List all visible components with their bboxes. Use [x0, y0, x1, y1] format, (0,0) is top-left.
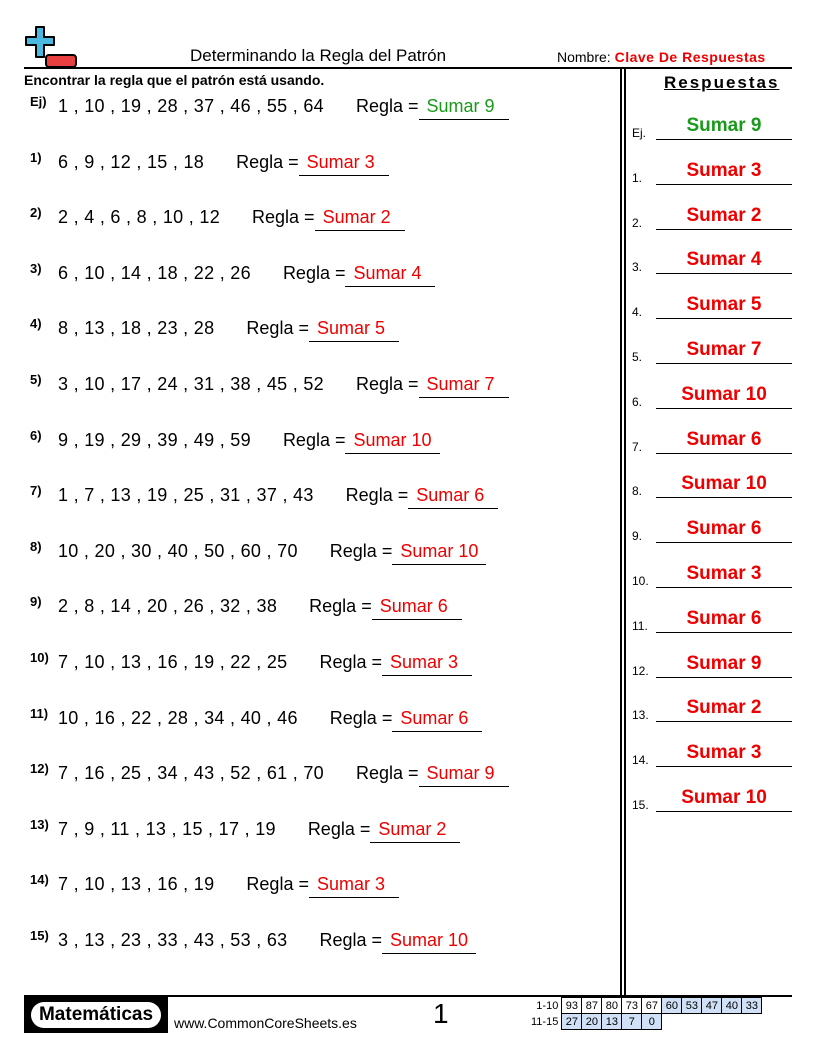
score-cell: 7 [622, 1014, 642, 1030]
header-divider [24, 67, 792, 69]
rule-answer: Sumar 9 [419, 96, 509, 120]
problem-number: 15) [30, 928, 49, 943]
score-cell: 80 [602, 998, 622, 1014]
sequence: 6 , 10 , 14 , 18 , 22 , 26 [58, 262, 251, 283]
answer-key-row [632, 782, 792, 812]
rule-label: Regla = [329, 540, 393, 561]
score-cell: 60 [662, 998, 682, 1014]
score-cell: 53 [682, 998, 702, 1014]
sequence: 7 , 10 , 13 , 16 , 19 [58, 874, 215, 895]
problem-number: 7) [30, 483, 42, 499]
rule-answer: Sumar 6 [392, 708, 482, 732]
answer-key-number: 5. [632, 350, 643, 364]
answer-key-row [632, 513, 792, 543]
sequence: 10 , 16 , 22 , 28 , 34 , 40 , 46 [58, 707, 298, 728]
problem-row [30, 485, 498, 515]
score-cell: 0 [642, 1014, 662, 1030]
name-field [557, 49, 766, 65]
sequence: 8 , 13 , 18 , 23 , 28 [58, 318, 215, 339]
rule-label: Regla = [246, 318, 309, 339]
answer-key-number: 2. [632, 215, 643, 230]
rule-label: Regla = [236, 151, 299, 172]
rule-answer: Sumar 9 [419, 763, 509, 787]
problem-row [30, 149, 389, 182]
score-cell: 73 [622, 998, 642, 1014]
answer-key-row [632, 289, 792, 319]
rule-answer: Sumar 4 [345, 263, 435, 287]
problem-row [30, 96, 509, 126]
problem-row [30, 930, 476, 960]
rule-label: Regla = [355, 374, 419, 394]
score-cell: 27 [562, 1014, 582, 1030]
problem-row [30, 207, 405, 237]
score-cell: 13 [602, 1014, 622, 1030]
sequence: 3 , 10 , 17 , 24 , 31 , 38 , 45 , 52 [58, 374, 324, 394]
problem-number: 2) [30, 205, 42, 221]
sequence: 7 , 10 , 13 , 16 , 19 , 22 , 25 [58, 652, 288, 672]
answer-key-number: 3. [632, 260, 643, 275]
problem-row [30, 596, 462, 626]
answer-key-number: 6. [632, 394, 643, 409]
answer-key-number: Ej. [632, 126, 647, 140]
rule-label: Regla = [355, 96, 419, 116]
name-label: Nombre: [557, 49, 611, 65]
problem-row [30, 538, 486, 571]
answer-key-value: Sumar 6 [656, 429, 792, 454]
rule-answer: Sumar 10 [392, 541, 486, 565]
problem-number: 13) [30, 816, 49, 832]
problem-number: 3) [30, 260, 42, 276]
answer-key-row [632, 424, 792, 454]
worksheet-title: Determinando la Regla del Patrón [190, 46, 447, 65]
rule-label: Regla = [252, 207, 315, 228]
score-cell: 93 [562, 998, 582, 1014]
rule-answer: Sumar 3 [299, 152, 389, 176]
problem-row [30, 318, 399, 348]
answer-key-row [632, 334, 792, 364]
logo-plus-minus-icon [24, 25, 80, 69]
sequence: 1 , 10 , 19 , 28 , 37 , 46 , 55 , 64 [58, 96, 324, 116]
score-cell: 20 [582, 1014, 602, 1030]
rule-label: Regla = [246, 874, 309, 895]
problem-number: 9) [30, 594, 42, 610]
answer-key-value: Sumar 3 [656, 742, 792, 767]
problem-number: 6) [30, 427, 42, 443]
problem-row [30, 260, 435, 293]
problem-row [30, 427, 440, 460]
problem-row [30, 374, 509, 404]
rule-answer: Sumar 2 [370, 819, 460, 843]
problem-number: 14) [30, 872, 49, 888]
answer-key-number: 4. [632, 305, 643, 320]
answer-key-value: Sumar 3 [656, 563, 792, 588]
answer-key-value: Sumar 6 [656, 608, 792, 633]
answer-key-number: 13. [632, 708, 649, 723]
sequence: 2 , 8 , 14 , 20 , 26 , 32 , 38 [58, 596, 278, 617]
problem-row [30, 874, 399, 904]
answer-key-value: Sumar 2 [656, 205, 792, 230]
answer-key-number: 1. [632, 170, 643, 185]
sequence: 7 , 9 , 11 , 13 , 15 , 17 , 19 [58, 818, 276, 839]
problem-number: 11) [30, 705, 49, 721]
answer-key-number: 10. [632, 574, 649, 588]
rule-answer: Sumar 3 [309, 874, 399, 898]
rule-label: Regla = [319, 652, 383, 672]
rule-answer: Sumar 5 [309, 318, 399, 342]
problem-row [30, 705, 482, 738]
page-number: 1 [433, 998, 449, 1029]
rule-label: Regla = [282, 262, 346, 283]
problem-number: 8) [30, 538, 42, 554]
sequence: 9 , 19 , 29 , 39 , 49 , 59 [58, 429, 251, 450]
problem-number: 10) [30, 650, 49, 665]
sequence: 3 , 13 , 23 , 33 , 43 , 53 , 63 [58, 930, 288, 950]
sequence: 6 , 9 , 12 , 15 , 18 [58, 151, 205, 172]
rule-answer: Sumar 7 [419, 374, 509, 398]
score-cell: 87 [582, 998, 602, 1014]
website: www.CommonCoreSheets.es [174, 1015, 357, 1031]
answer-key-number: 14. [632, 753, 649, 768]
score-cell: 67 [642, 998, 662, 1014]
score-cell: 40 [722, 998, 742, 1014]
score-row-label: 1-10 [536, 999, 559, 1012]
answer-key-value: Sumar 6 [656, 518, 792, 543]
answer-key-row [632, 692, 792, 722]
problem-number: 4) [30, 316, 42, 332]
answer-key-row [632, 648, 792, 678]
problem-number: Ej) [30, 94, 47, 109]
rule-label: Regla = [355, 763, 419, 784]
answer-key-value: Sumar 9 [656, 115, 792, 140]
sequence: 1 , 7 , 13 , 19 , 25 , 31 , 37 , 43 [58, 485, 314, 506]
problem-row [30, 763, 509, 793]
instructions: Encontrar la regla que el patrón está usando. [24, 72, 325, 88]
brand-text: Matemáticas [31, 1002, 161, 1028]
sequence: 2 , 4 , 6 , 8 , 10 , 12 [58, 207, 221, 228]
answer-key-number: 8. [632, 484, 643, 499]
answer-key-value: Sumar 5 [656, 294, 792, 319]
problem-row [30, 816, 460, 849]
problem-number: 1) [30, 149, 42, 165]
rule-label: Regla = [282, 429, 346, 450]
rule-label: Regla = [307, 818, 371, 839]
answer-key-value: Sumar 10 [656, 473, 792, 498]
rule-label: Regla = [329, 707, 393, 728]
answer-key-value: Sumar 3 [656, 160, 792, 185]
sequence: 10 , 20 , 30 , 40 , 50 , 60 , 70 [58, 540, 298, 561]
rule-label: Regla = [345, 485, 409, 506]
answer-key-number: 7. [632, 439, 643, 454]
rule-label: Regla = [319, 930, 383, 950]
answers-heading: Respuestas [664, 73, 780, 92]
answer-key-value: Sumar 10 [656, 384, 792, 409]
answer-key-row [632, 244, 792, 274]
answer-key-number: 15. [632, 798, 649, 812]
rule-answer: Sumar 6 [372, 596, 462, 620]
brand-logo [24, 997, 168, 1033]
rule-label: Regla = [309, 596, 372, 617]
answer-key-value: Sumar 7 [656, 339, 792, 364]
answer-key-value: Sumar 9 [656, 653, 792, 678]
answer-key-value: Sumar 4 [656, 249, 792, 274]
problem-number: 5) [30, 372, 42, 387]
rule-answer: Sumar 10 [382, 930, 476, 954]
score-row-label: 11-15 [531, 1015, 559, 1028]
answer-key-row [632, 110, 792, 140]
column-divider [620, 68, 626, 996]
answer-key-number: 11. [632, 618, 648, 633]
score-cell: 47 [702, 998, 722, 1014]
answer-key-number: 12. [632, 663, 649, 678]
problem-row [30, 652, 472, 682]
name-value: Clave De Respuestas [614, 49, 766, 65]
sequence: 7 , 16 , 25 , 34 , 43 , 52 , 61 , 70 [58, 763, 324, 784]
answer-key-row [632, 603, 792, 633]
rule-answer: Sumar 6 [408, 485, 498, 509]
score-cell: 33 [742, 998, 762, 1014]
answer-key-row [632, 558, 792, 588]
answer-key-row [632, 200, 792, 230]
answer-key-row [632, 379, 792, 409]
answer-key-row [632, 468, 792, 498]
rule-answer: Sumar 3 [382, 652, 472, 676]
score-table [528, 997, 762, 1030]
answer-key-value: Sumar 10 [656, 787, 792, 812]
answer-key-row [632, 155, 792, 185]
answer-key-row [632, 737, 792, 767]
rule-answer: Sumar 10 [345, 430, 439, 454]
problem-number: 12) [30, 761, 49, 777]
answer-key-value: Sumar 2 [656, 697, 792, 722]
rule-answer: Sumar 2 [315, 207, 405, 231]
answer-key-number: 9. [632, 529, 643, 544]
